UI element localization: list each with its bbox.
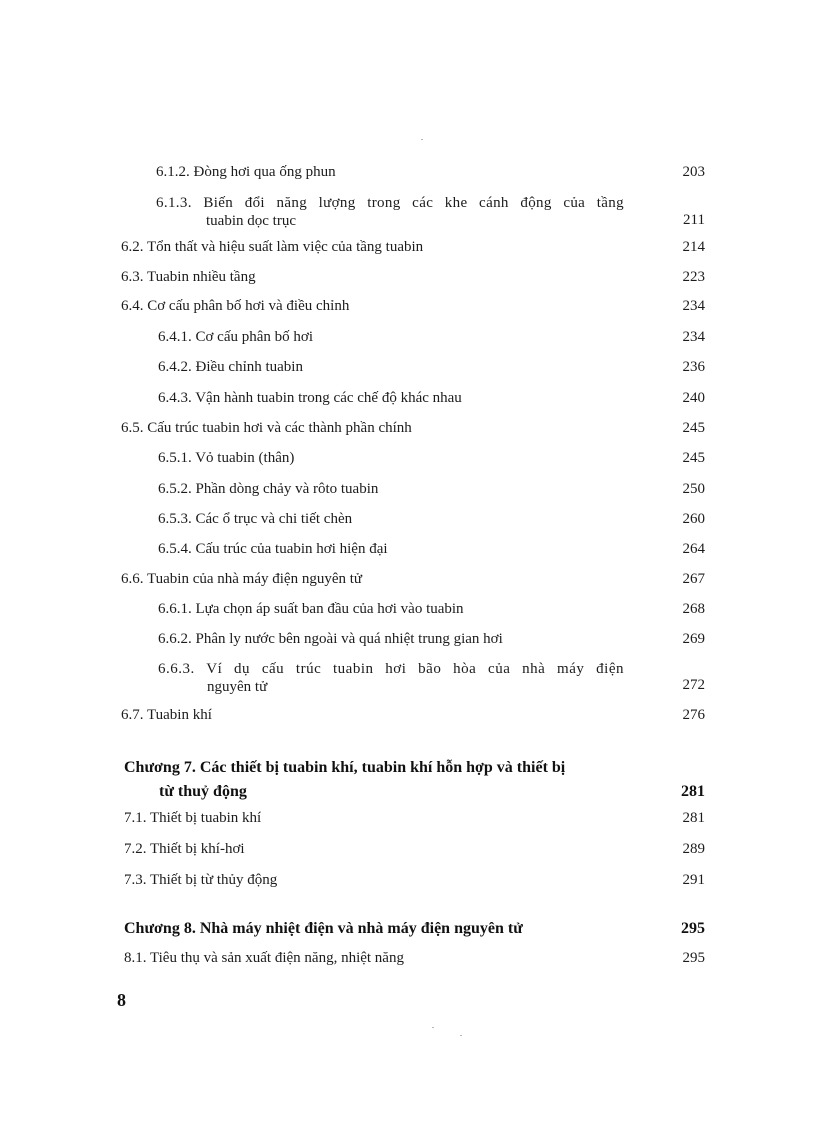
toc-entry-title: 6.1.3. Biến đổi năng lượng trong các khe cánh động của tầng: [156, 195, 624, 211]
toc-entry: [158, 481, 705, 499]
toc-entry: [156, 195, 705, 231]
toc-entry-title: 6.6.3. Ví dụ cấu trúc tuabin hơi bão hòa của nhà máy điện: [158, 661, 624, 677]
toc-entry-title: 6.2. Tổn thất và hiệu suất làm việc của tầng tuabin: [121, 239, 424, 255]
toc-entry-title: 6.5.4. Cấu trúc của tuabin hơi hiện đại: [158, 541, 388, 557]
toc-entry-title: 6.4.2. Điều chỉnh tuabin: [158, 359, 303, 375]
toc-entry: [158, 450, 705, 468]
chapter-title: Chương 8. Nhà máy nhiệt điện và nhà máy điện nguyên tử: [124, 920, 523, 937]
toc-entry-page: 289: [682, 841, 705, 857]
toc-entry-page: 250: [682, 481, 705, 497]
chapter-heading: [124, 757, 705, 803]
toc-entry-page: 236: [682, 359, 705, 375]
toc-entry-page: 234: [682, 329, 705, 345]
toc-entry: [158, 601, 705, 619]
toc-entry-page: 245: [682, 420, 705, 436]
toc-entry: [124, 841, 705, 859]
toc-entry-title: 6.7. Tuabin khí: [121, 707, 212, 723]
toc-entry: [121, 239, 705, 257]
toc-entry: [158, 631, 705, 649]
toc-entry-title: 6.5.3. Các ổ trục và chi tiết chèn: [158, 511, 353, 527]
page-number: 8: [117, 990, 126, 1010]
toc-entry: [121, 298, 705, 316]
toc-entry: [158, 390, 705, 408]
toc-entry-title: 6.4.1. Cơ cấu phân bố hơi: [158, 329, 314, 345]
toc-entry-page: 267: [682, 571, 705, 587]
toc-entry: [124, 872, 705, 890]
toc-entry-page: 268: [682, 601, 705, 617]
toc-entry-page: 203: [682, 164, 705, 180]
chapter-heading: [124, 918, 705, 942]
chapter-title-continued: từ thuỷ động: [159, 783, 247, 800]
scan-speck: [460, 1035, 462, 1036]
toc-entry-title-continued: nguyên tử: [207, 679, 268, 695]
toc-entry-page: 240: [682, 390, 705, 406]
toc-entry-title: 6.4.3. Vận hành tuabin trong các chế độ khác nhau: [158, 390, 462, 406]
toc-entry: [158, 661, 705, 697]
toc-entry: [158, 329, 705, 347]
toc-entry-title: 6.5. Cấu trúc tuabin hơi và các thành phần chính: [121, 420, 412, 436]
toc-entry-page: 211: [683, 212, 705, 228]
toc-entry-title: 6.5.2. Phần dòng chảy và rôto tuabin: [158, 481, 379, 497]
toc-entry-title: 6.6. Tuabin của nhà máy điện nguyên tử: [121, 571, 363, 587]
toc-entry-title: 6.4. Cơ cấu phân bố hơi và điều chỉnh: [121, 298, 350, 314]
toc-entry-title: 8.1. Tiêu thụ và sản xuất điện năng, nhiệt năng: [124, 950, 404, 966]
toc-entry: [121, 269, 705, 287]
toc-entry-title: 6.6.2. Phân ly nước bên ngoài và quá nhiệt trung gian hơi: [158, 631, 503, 647]
toc-entry-title: 6.5.1. Vỏ tuabin (thân): [158, 450, 295, 466]
chapter-page: 295: [681, 920, 705, 937]
toc-entry-page: 291: [682, 872, 705, 888]
chapter-page: 281: [681, 783, 705, 800]
toc-entry: [124, 810, 705, 828]
toc-entry: [121, 707, 705, 725]
scan-speck: [432, 1027, 434, 1028]
toc-entry: [121, 571, 705, 589]
toc-entry-title: 7.3. Thiết bị từ thủy động: [124, 872, 278, 888]
toc-entry: [158, 359, 705, 377]
toc-entry-page: 276: [682, 707, 705, 723]
toc-entry: [124, 950, 705, 968]
toc-entry-title: 6.6.1. Lựa chọn áp suất ban đầu của hơi vào tuabin: [158, 601, 464, 617]
toc-entry-title: 6.1.2. Đòng hơi qua ống phun: [156, 164, 336, 180]
toc-entry-page: 264: [682, 541, 705, 557]
toc-entry: [158, 541, 705, 559]
toc-entry-title: 6.3. Tuabin nhiều tầng: [121, 269, 256, 285]
toc-entry-page: 295: [682, 950, 705, 966]
toc-entry-title: 7.2. Thiết bị khí-hơi: [124, 841, 245, 857]
toc-entry: [121, 420, 705, 438]
toc-entry: [158, 511, 705, 529]
toc-entry-page: 260: [682, 511, 705, 527]
chapter-title: Chương 7. Các thiết bị tuabin khí, tuabin khí hỗn hợp và thiết bị: [124, 759, 566, 776]
toc-entry-page: 214: [682, 239, 705, 255]
toc-entry-page: 281: [682, 810, 705, 826]
scan-speck: [421, 139, 423, 140]
toc-entry-page: 272: [682, 677, 705, 693]
toc-entry-page: 245: [682, 450, 705, 466]
toc-entry-page: 269: [682, 631, 705, 647]
toc-entry-page: 234: [682, 298, 705, 314]
toc-entry-page: 223: [682, 269, 705, 285]
toc-entry: [156, 164, 705, 182]
toc-entry-title: 7.1. Thiết bị tuabin khí: [124, 810, 262, 826]
toc-entry-title-continued: tuabin dọc trục: [206, 213, 296, 229]
